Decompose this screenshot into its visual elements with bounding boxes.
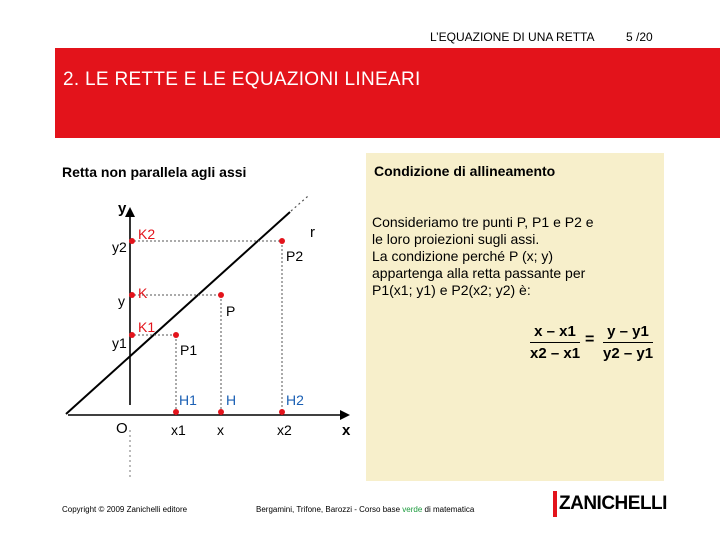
- y1-tick: y1: [112, 335, 127, 351]
- point-h2: [279, 409, 285, 415]
- section-title: 2. LE RETTE E LE EQUAZIONI LINEARI: [63, 69, 421, 90]
- y-axis-label: y: [118, 200, 127, 217]
- formula-equals: =: [585, 331, 595, 348]
- info-panel: [366, 153, 664, 481]
- point-p2: [279, 238, 285, 244]
- formula-right-denominator: y2 – y1: [603, 345, 654, 362]
- point-h: [218, 409, 224, 415]
- panel-line: appartenga alla retta passante per: [372, 265, 586, 281]
- formula-right-numerator: y – y1: [607, 323, 649, 340]
- x-tick: x: [217, 422, 224, 438]
- line-r: [66, 212, 290, 414]
- panel-line: Consideriamo tre punti P, P1 e P2 e: [372, 214, 594, 230]
- credit-pre: Bergamini, Trifone, Barozzi - Corso base: [256, 505, 403, 514]
- p1-label: P1: [180, 342, 198, 358]
- line-graph: [58, 195, 358, 485]
- formula-left-fraction: [530, 323, 580, 362]
- line-r-dotted: [291, 195, 323, 211]
- k2-label: K2: [138, 226, 156, 242]
- p-label: P: [226, 303, 236, 319]
- h1-label: H1: [179, 392, 197, 408]
- credit-post: di matematica: [422, 505, 475, 514]
- copyright-text: Copyright © 2009 Zanichelli editore: [62, 505, 188, 514]
- chapter-title: L’EQUAZIONE DI UNA RETTA: [430, 30, 595, 44]
- fraction-bar: [530, 342, 580, 343]
- panel-heading: Condizione di allineamento: [374, 163, 556, 179]
- y-tick: y: [118, 293, 125, 309]
- panel-line: le loro proiezioni sugli assi.: [372, 231, 540, 247]
- section-banner: [55, 48, 720, 138]
- panel-line: La condizione perché P (x; y): [372, 248, 554, 264]
- x-axis-arrow: [340, 410, 350, 420]
- h2-label: H2: [286, 392, 304, 408]
- x1-tick: x1: [171, 422, 186, 438]
- origin-label: O: [116, 420, 128, 437]
- line-label: r: [310, 224, 315, 241]
- point-k2: [129, 238, 135, 244]
- panel-line: P1(x1; y1) e P2(x2; y2) è:: [372, 282, 531, 298]
- formula-left-denominator: x2 – x1: [530, 345, 581, 362]
- p2-label: P2: [286, 248, 304, 264]
- point-h1: [173, 409, 179, 415]
- credit-text: [256, 505, 474, 514]
- fraction-bar: [603, 342, 653, 343]
- point-p1: [173, 332, 179, 338]
- logo-text: ZANICHELLI: [559, 493, 667, 514]
- k-label: K: [138, 285, 148, 301]
- page-number: 5 /20: [626, 30, 653, 44]
- formula-left-numerator: x – x1: [534, 323, 576, 340]
- y2-tick: y2: [112, 239, 127, 255]
- left-label: Retta non parallela agli assi: [62, 164, 247, 180]
- top-header: [0, 30, 720, 48]
- y-axis-arrow: [125, 207, 135, 217]
- credit-green: verde: [402, 505, 423, 514]
- x-axis-label: x: [342, 422, 351, 439]
- k1-label: K1: [138, 319, 156, 335]
- point-k1: [129, 332, 135, 338]
- point-p: [218, 292, 224, 298]
- h-label: H: [226, 392, 237, 408]
- point-k: [129, 292, 135, 298]
- publisher-logo: [553, 491, 693, 517]
- panel-text: [372, 214, 662, 299]
- formula-right-fraction: [603, 323, 653, 362]
- logo-red-mark: [553, 491, 557, 517]
- x2-tick: x2: [277, 422, 292, 438]
